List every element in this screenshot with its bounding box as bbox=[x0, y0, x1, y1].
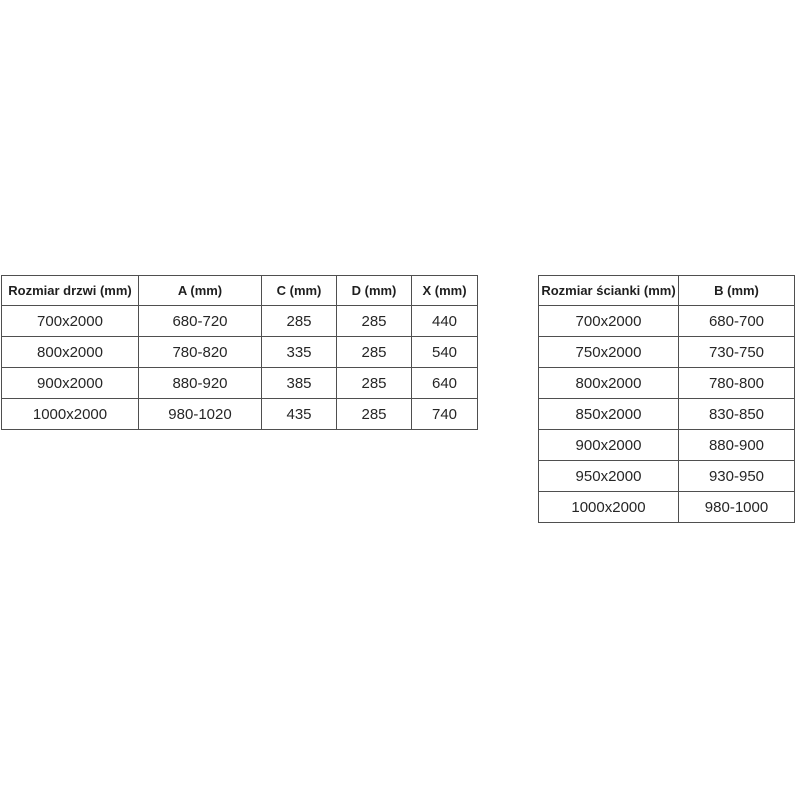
table-cell: 830-850 bbox=[679, 399, 795, 430]
table-cell: 700x2000 bbox=[2, 306, 139, 337]
table-header-row bbox=[2, 276, 478, 306]
table-row bbox=[539, 492, 795, 523]
table-cell: 980-1020 bbox=[139, 399, 262, 430]
table-cell: 980-1000 bbox=[679, 492, 795, 523]
table-cell: 1000x2000 bbox=[2, 399, 139, 430]
table-cell: 435 bbox=[262, 399, 337, 430]
table-cell: 700x2000 bbox=[539, 306, 679, 337]
column-header: C (mm) bbox=[262, 276, 337, 306]
table-cell: 900x2000 bbox=[539, 430, 679, 461]
table-cell: 780-820 bbox=[139, 337, 262, 368]
table-cell: 740 bbox=[412, 399, 478, 430]
wall-sizes-table bbox=[538, 275, 795, 523]
table-cell: 950x2000 bbox=[539, 461, 679, 492]
table-cell: 680-700 bbox=[679, 306, 795, 337]
table-row bbox=[2, 306, 478, 337]
table-cell: 285 bbox=[337, 368, 412, 399]
table-cell: 930-950 bbox=[679, 461, 795, 492]
table-cell: 285 bbox=[337, 306, 412, 337]
table-row bbox=[2, 399, 478, 430]
table-cell: 285 bbox=[262, 306, 337, 337]
table-cell: 880-900 bbox=[679, 430, 795, 461]
table-cell: 335 bbox=[262, 337, 337, 368]
table-cell: 880-920 bbox=[139, 368, 262, 399]
table-row bbox=[539, 430, 795, 461]
table-cell: 285 bbox=[337, 337, 412, 368]
column-header: A (mm) bbox=[139, 276, 262, 306]
table-row bbox=[539, 368, 795, 399]
table-cell: 285 bbox=[337, 399, 412, 430]
column-header: Rozmiar drzwi (mm) bbox=[2, 276, 139, 306]
door-sizes-table bbox=[1, 275, 478, 430]
table-cell: 850x2000 bbox=[539, 399, 679, 430]
column-header: B (mm) bbox=[679, 276, 795, 306]
table-cell: 680-720 bbox=[139, 306, 262, 337]
table-cell: 800x2000 bbox=[2, 337, 139, 368]
table-row bbox=[2, 368, 478, 399]
table-row bbox=[539, 399, 795, 430]
table-cell: 540 bbox=[412, 337, 478, 368]
table-cell: 800x2000 bbox=[539, 368, 679, 399]
table-header-row bbox=[539, 276, 795, 306]
column-header: D (mm) bbox=[337, 276, 412, 306]
table-cell: 1000x2000 bbox=[539, 492, 679, 523]
table-row bbox=[2, 337, 478, 368]
table-cell: 750x2000 bbox=[539, 337, 679, 368]
column-header: X (mm) bbox=[412, 276, 478, 306]
table-cell: 440 bbox=[412, 306, 478, 337]
table-cell: 780-800 bbox=[679, 368, 795, 399]
table-cell: 730-750 bbox=[679, 337, 795, 368]
table-cell: 640 bbox=[412, 368, 478, 399]
table-cell: 385 bbox=[262, 368, 337, 399]
table-row bbox=[539, 306, 795, 337]
table-row bbox=[539, 461, 795, 492]
table-row bbox=[539, 337, 795, 368]
table-cell: 900x2000 bbox=[2, 368, 139, 399]
column-header: Rozmiar ścianki (mm) bbox=[539, 276, 679, 306]
